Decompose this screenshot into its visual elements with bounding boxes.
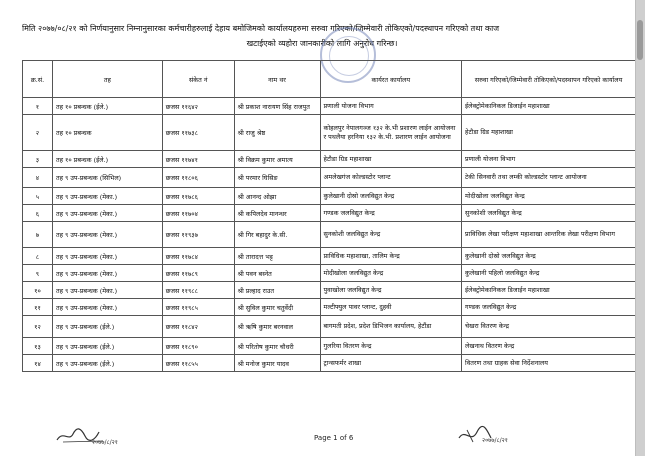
table-row bbox=[23, 338, 636, 355]
cell-new-office: प्राविधिक लेखा परीक्षण महाशाखा आन्तरिक लेखा परीक्षण विभाग bbox=[462, 222, 636, 248]
cell-current-office: मल्टीफ्युल पावर प्लान्ट, दुहवी bbox=[320, 299, 462, 316]
cell-code: छजस ११८९० bbox=[162, 338, 234, 355]
header-new-office: सरुवा गरिएको/जिम्मेवारी तोकिएको/पदस्थापन गरिएको कार्यालय bbox=[462, 61, 636, 98]
cell-name: श्री प्रकाश नारायण सिंह राजपुत bbox=[234, 98, 320, 115]
cell-name: श्री तारादत्त भट्ट bbox=[234, 248, 320, 265]
cell-current-office: बागमती प्रदेश, प्रदेश डिभिजन कार्यालय, हेटौंडा bbox=[320, 316, 462, 338]
cell-code: छजस ११७०४ bbox=[162, 205, 234, 222]
cell-code: छजस ११७३८ bbox=[162, 115, 234, 151]
header-code: संकेत नं bbox=[162, 61, 234, 98]
cell-level: तह १० प्रबन्धक (ईले.) bbox=[52, 98, 162, 115]
cell-serial: ५ bbox=[23, 188, 53, 205]
cell-serial: ९ bbox=[23, 265, 53, 282]
cell-serial: ११ bbox=[23, 299, 53, 316]
signature-right-date: २०७७/८/२१ bbox=[482, 437, 508, 444]
cell-current-office: ट्रान्सफर्मर शाखा bbox=[320, 355, 462, 372]
cell-code: छजस ११८५५ bbox=[162, 355, 234, 372]
cell-current-office: पुवाखोला जलविद्युत केन्द्र bbox=[320, 282, 462, 299]
vertical-scrollbar[interactable] bbox=[635, 0, 645, 456]
table-row bbox=[23, 355, 636, 372]
cell-new-office: मोदीखोला जलविद्युत केन्द्र bbox=[462, 188, 636, 205]
cell-current-office: कुलेखानी दोस्रो जलविद्युत केन्द्र bbox=[320, 188, 462, 205]
cell-name: श्री प्रल्हाद राउत bbox=[234, 282, 320, 299]
cell-code: छजस ११८०६ bbox=[162, 168, 234, 188]
cell-new-office: कुलेखानी दोस्रो जलविद्युत केन्द्र bbox=[462, 248, 636, 265]
cell-name: श्री राजु श्रेष्ठ bbox=[234, 115, 320, 151]
cell-serial: २ bbox=[23, 115, 53, 151]
table-row bbox=[23, 222, 636, 248]
cell-code: छजस ११७८६ bbox=[162, 188, 234, 205]
cell-level: तह ९ उप-प्रबन्धक (मेका.) bbox=[52, 265, 162, 282]
cell-new-office: हेटौडा ग्रिड महाशाखा bbox=[462, 115, 636, 151]
cell-new-office: वितरण तथा ग्राहक सेवा निर्देशनालय bbox=[462, 355, 636, 372]
cell-name: श्री पवन बस्नेत bbox=[234, 265, 320, 282]
table-row bbox=[23, 151, 636, 168]
cell-level: तह १० प्रबन्धक (ईले.) bbox=[52, 151, 162, 168]
cell-serial: १४ bbox=[23, 355, 53, 372]
cell-current-office: गण्डक जलविद्युत केन्द्र bbox=[320, 205, 462, 222]
cell-level: तह ९ उप-प्रबन्धक (ईले.) bbox=[52, 338, 162, 355]
table-row bbox=[23, 299, 636, 316]
heading-line-1: मिति २०७७/०८/२१ को निर्णयानुसार निम्नानुसारका कर्मचारीहरुलाई देहाय बमोजिमको कार्यालयहरुमा सरुवा गरिएको/जिम्मेवारी तोकिएको/पदस्थापन गरिएको तथा काज bbox=[22, 24, 500, 33]
cell-code: छजस ११७४१ bbox=[162, 151, 234, 168]
header-name: नाम थर bbox=[234, 61, 320, 98]
cell-name: श्री आनन्द ओझा bbox=[234, 188, 320, 205]
cell-level: तह ९ उप-प्रबन्धक (मेका.) bbox=[52, 188, 162, 205]
cell-level: तह ९ उप-प्रबन्धक (मेका.) bbox=[52, 248, 162, 265]
table-header-row bbox=[23, 61, 636, 98]
cell-serial: ३ bbox=[23, 151, 53, 168]
cell-new-office: कुलेखानी पहिलो जलविद्युत केन्द्र bbox=[462, 265, 636, 282]
cell-name: श्री परमार घिसिङ bbox=[234, 168, 320, 188]
cell-current-office: हेटौडा ग्रिड महाशाखा bbox=[320, 151, 462, 168]
cell-name: श्री विक्रम कुमार अमात्य bbox=[234, 151, 320, 168]
cell-serial: १ bbox=[23, 98, 53, 115]
cell-level: तह १० प्रबन्धक bbox=[52, 115, 162, 151]
cell-serial: ७ bbox=[23, 222, 53, 248]
cell-name: श्री सुविल कुमार चतुर्वेदी bbox=[234, 299, 320, 316]
cell-serial: ४ bbox=[23, 168, 53, 188]
cell-serial: ८ bbox=[23, 248, 53, 265]
cell-current-office: प्रणाली योजना विभाग bbox=[320, 98, 462, 115]
cell-name: श्री मनोज कुमार यादव bbox=[234, 355, 320, 372]
cell-current-office: प्राविधिक महाशाखा, तालिम केन्द्र bbox=[320, 248, 462, 265]
cell-current-office: मोदीखोला जलविद्युत केन्द्र bbox=[320, 265, 462, 282]
cell-level: तह ९ उप-प्रबन्धक (ईले.) bbox=[52, 316, 162, 338]
table-row bbox=[23, 265, 636, 282]
cell-code: छजस ११९३७ bbox=[162, 222, 234, 248]
table-row bbox=[23, 115, 636, 151]
header-current-office: कार्यरत कार्यालय bbox=[320, 61, 462, 98]
cell-new-office: ईलेक्ट्रोमेकानिकल डिजाईन महाशाखा bbox=[462, 98, 636, 115]
cell-level: तह ९ उप-प्रबन्धक (सिभिल) bbox=[52, 168, 162, 188]
cell-code: छजस ११९८५ bbox=[162, 299, 234, 316]
signature-left-date: २०७७/८/२१ bbox=[92, 439, 118, 446]
header-level: तह bbox=[52, 61, 162, 98]
header-serial: क्र.सं. bbox=[23, 61, 53, 98]
cell-level: तह ९ उप-प्रबन्धक (ईले.) bbox=[52, 355, 162, 372]
table-row bbox=[23, 282, 636, 299]
cell-new-office: ईलेक्ट्रोमेकानिकल डिजाईन महाशाखा bbox=[462, 282, 636, 299]
cell-name: श्री परितोष कुमार चौधरी bbox=[234, 338, 320, 355]
table-row bbox=[23, 168, 636, 188]
cell-serial: १३ bbox=[23, 338, 53, 355]
transfer-table bbox=[22, 60, 636, 372]
cell-current-office: गुलरिया वितरण केन्द्र bbox=[320, 338, 462, 355]
cell-new-office: लेखनाथ वितरण केन्द्र bbox=[462, 338, 636, 355]
scrollbar-thumb[interactable] bbox=[637, 20, 643, 60]
cell-new-office: सुनकोशी जलविद्युत केन्द्र bbox=[462, 205, 636, 222]
cell-new-office: प्रणाली योजना विभाग bbox=[462, 151, 636, 168]
cell-serial: ६ bbox=[23, 205, 53, 222]
cell-name: श्री गिर बहादुर के.सी. bbox=[234, 222, 320, 248]
cell-serial: १० bbox=[23, 282, 53, 299]
heading-line-2: खटाईएको व्यहोरा जानकारीको लागि अनुरोध गरिन्छ। bbox=[246, 39, 398, 48]
cell-new-office: चेखरा वितरण केन्द्र bbox=[462, 316, 636, 338]
cell-code: छजस ११८४२ bbox=[162, 316, 234, 338]
cell-new-office: गण्डक जलविद्युत केन्द्र bbox=[462, 299, 636, 316]
cell-new-office: टेकी सिनवारी तथा लम्की कोल्डस्टोर प्लान्ट आयोजना bbox=[462, 168, 636, 188]
cell-level: तह ९ उप-प्रबन्धक (मेका.) bbox=[52, 205, 162, 222]
cell-serial: १२ bbox=[23, 316, 53, 338]
table-row bbox=[23, 248, 636, 265]
table-row bbox=[23, 98, 636, 115]
cell-level: तह ९ उप-प्रबन्धक (मेका.) bbox=[52, 222, 162, 248]
cell-code: छजस ११६४२ bbox=[162, 98, 234, 115]
cell-level: तह ९ उप-प्रबन्धक (मेका.) bbox=[52, 282, 162, 299]
table-row bbox=[23, 316, 636, 338]
cell-current-office: अमलेखगंज कोल्डस्टोर प्लान्ट bbox=[320, 168, 462, 188]
page-number-label: Page 1 of 6 bbox=[314, 434, 354, 442]
cell-name: श्री ऋषि कुमार बरनवाल bbox=[234, 316, 320, 338]
cell-current-office: सुनकोशी जलविद्युत केन्द्र bbox=[320, 222, 462, 248]
cell-code: छजस ११९८८ bbox=[162, 282, 234, 299]
cell-level: तह ९ उप-प्रबन्धक (मेका.) bbox=[52, 299, 162, 316]
cell-current-office: कोहलपुर नेपालगञ्ज १३२ के.भी प्रशारण लाईन आयोजना र पथलैया हरनिया १३२ के.भी. प्रशारण लाईन आयोजना bbox=[320, 115, 462, 151]
table-body bbox=[23, 98, 636, 372]
table-row bbox=[23, 205, 636, 222]
cell-code: छजस ११७८४ bbox=[162, 248, 234, 265]
table-row bbox=[23, 188, 636, 205]
cell-name: श्री कपिलदेव मानन्धर bbox=[234, 205, 320, 222]
cell-code: छजस ११७८९ bbox=[162, 265, 234, 282]
